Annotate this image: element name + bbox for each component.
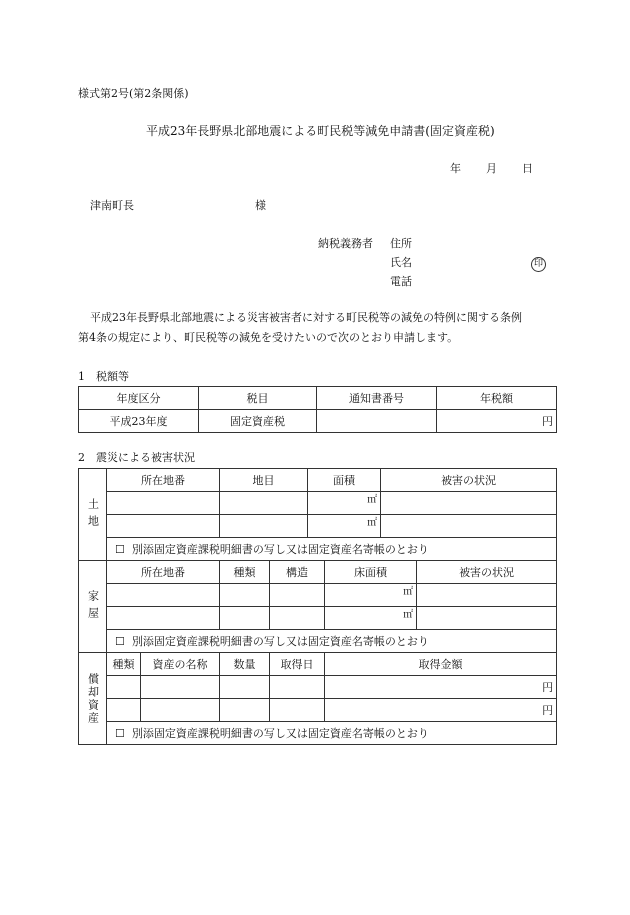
land-checkbox-row <box>79 538 557 561</box>
date-year: 年 <box>450 162 461 175</box>
taxpayer-label: 納税義務者 <box>318 237 373 250</box>
header-type: 種類 <box>220 561 270 584</box>
asset-amount-field[interactable]: 円 <box>325 699 557 722</box>
land-damage-field[interactable] <box>381 515 557 538</box>
seal-mark <box>531 256 546 272</box>
land-location-field[interactable] <box>107 492 220 515</box>
table-row <box>79 676 557 699</box>
phone-label: 電話 <box>390 275 412 288</box>
house-type-field[interactable] <box>220 584 270 607</box>
header-floor-area: 床面積 <box>325 561 417 584</box>
header-quantity: 数量 <box>220 653 270 676</box>
section1-heading: 1 税額等 <box>78 370 129 383</box>
checkbox-icon[interactable]: ☐ <box>115 727 125 740</box>
addressee-honorific: 様 <box>255 199 266 212</box>
year-class-cell: 平成23年度 <box>79 410 199 433</box>
header-asset-name: 資産の名称 <box>141 653 220 676</box>
header-location: 所在地番 <box>107 561 220 584</box>
header-notice-number: 通知書番号 <box>317 387 437 410</box>
land-damage-field[interactable] <box>381 492 557 515</box>
unit-sqm: ㎡ <box>403 585 414 597</box>
land-category-field[interactable] <box>220 515 308 538</box>
date-month: 月 <box>486 162 497 175</box>
asset-quantity-field[interactable] <box>220 699 270 722</box>
header-type: 種類 <box>107 653 141 676</box>
checkbox-label: 別添固定資産課税明細書の写し又は固定資産名寄帳のとおり <box>131 727 429 740</box>
land-category-field[interactable] <box>220 492 308 515</box>
asset-date-field[interactable] <box>270 699 325 722</box>
asset-amount-field[interactable]: 円 <box>325 676 557 699</box>
unit-sqm: ㎡ <box>367 516 378 528</box>
checkbox-label: 別添固定資産課税明細書の写し又は固定資産名寄帳のとおり <box>131 635 429 648</box>
house-location-field[interactable] <box>107 607 220 630</box>
house-structure-field[interactable] <box>270 607 325 630</box>
table-header-row <box>79 387 557 410</box>
date-day: 日 <box>522 162 533 175</box>
depreciable-label: 償却資産 <box>79 653 107 745</box>
asset-type-field[interactable] <box>107 676 141 699</box>
house-floor-area-field[interactable] <box>325 584 417 607</box>
form-title: 平成23年長野県北部地震による町民税等減免申請書(固定資産税) <box>146 124 495 138</box>
house-floor-area-field[interactable] <box>325 607 417 630</box>
header-structure: 構造 <box>270 561 325 584</box>
address-label: 住所 <box>390 237 412 250</box>
header-acquisition-amount: 取得金額 <box>325 653 557 676</box>
house-header-row <box>79 561 557 584</box>
header-damage-status: 被害の状況 <box>381 469 557 492</box>
asset-date-field[interactable] <box>270 676 325 699</box>
notice-number-field[interactable] <box>317 410 437 433</box>
header-land-category: 地目 <box>220 469 308 492</box>
asset-name-field[interactable] <box>141 699 220 722</box>
unit-sqm: ㎡ <box>367 493 378 505</box>
house-type-field[interactable] <box>220 607 270 630</box>
header-tax-item: 税目 <box>199 387 317 410</box>
land-checkbox-cell[interactable] <box>107 538 557 561</box>
house-damage-field[interactable] <box>417 584 557 607</box>
form-number: 様式第2号(第2条関係) <box>78 87 189 100</box>
table-row <box>79 410 557 433</box>
checkbox-label: 別添固定資産課税明細書の写し又は固定資産名寄帳のとおり <box>131 543 429 556</box>
tax-amount-table <box>78 386 557 433</box>
annual-tax-field[interactable]: 円 <box>437 410 557 433</box>
depreciable-checkbox-cell[interactable] <box>107 722 557 745</box>
table-row <box>79 607 557 630</box>
name-label: 氏名 <box>390 256 412 269</box>
unit-sqm: ㎡ <box>403 608 414 620</box>
land-area-field[interactable] <box>308 492 381 515</box>
table-row <box>79 584 557 607</box>
checkbox-icon[interactable]: ☐ <box>115 543 125 556</box>
header-annual-tax: 年税額 <box>437 387 557 410</box>
house-checkbox-cell[interactable] <box>107 630 557 653</box>
asset-type-field[interactable] <box>107 699 141 722</box>
table-row <box>79 515 557 538</box>
seal-icon: 印 <box>531 257 546 272</box>
body-line-2: 第4条の規定により、町民税等の減免を受けたいので次のとおり申請します。 <box>78 331 459 344</box>
house-checkbox-row <box>79 630 557 653</box>
depreciable-header-row <box>79 653 557 676</box>
header-area: 面積 <box>308 469 381 492</box>
house-damage-field[interactable] <box>417 607 557 630</box>
asset-quantity-field[interactable] <box>220 676 270 699</box>
land-area-field[interactable] <box>308 515 381 538</box>
table-row <box>79 492 557 515</box>
asset-name-field[interactable] <box>141 676 220 699</box>
addressee-name: 津南町長 <box>90 199 134 212</box>
house-location-field[interactable] <box>107 584 220 607</box>
table-row <box>79 699 557 722</box>
tax-item-cell: 固定資産税 <box>199 410 317 433</box>
header-acquisition-date: 取得日 <box>270 653 325 676</box>
header-location: 所在地番 <box>107 469 220 492</box>
house-label: 家屋 <box>79 561 107 653</box>
header-damage-status: 被害の状況 <box>417 561 557 584</box>
header-year-class: 年度区分 <box>79 387 199 410</box>
land-location-field[interactable] <box>107 515 220 538</box>
land-label: 土地 <box>79 469 107 561</box>
depreciable-checkbox-row <box>79 722 557 745</box>
checkbox-icon[interactable]: ☐ <box>115 635 125 648</box>
section2-heading: 2 震災による被害状況 <box>78 451 195 464</box>
house-structure-field[interactable] <box>270 584 325 607</box>
body-line-1: 平成23年長野県北部地震による災害被害者に対する町民税等の減免の特例に関する条例 <box>90 311 522 324</box>
damage-table <box>78 468 557 745</box>
land-header-row <box>79 469 557 492</box>
